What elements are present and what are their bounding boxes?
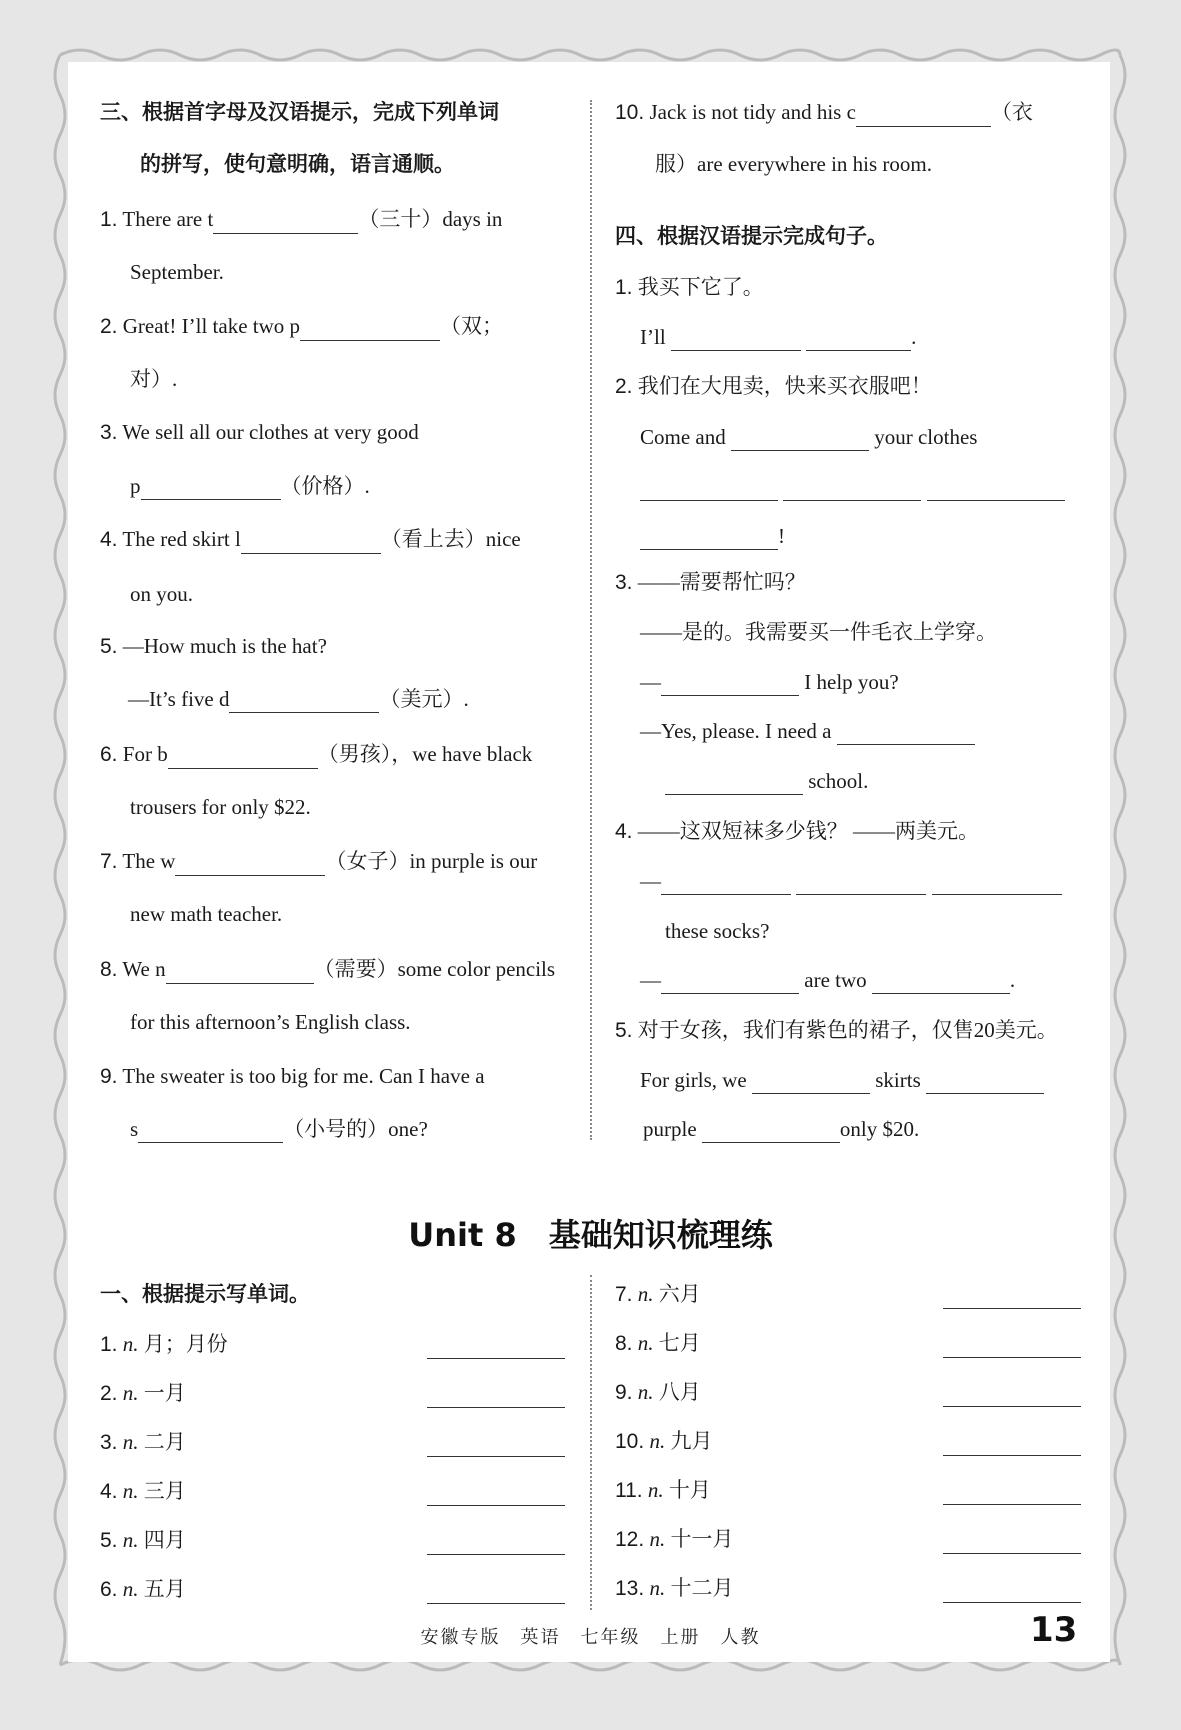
answer-line bbox=[640, 867, 1062, 895]
vocab-row bbox=[100, 1526, 186, 1555]
item-number: 10. bbox=[615, 101, 645, 124]
item-number: 5. bbox=[100, 1529, 118, 1552]
answer-line bbox=[640, 1066, 1044, 1094]
answer-line bbox=[640, 423, 977, 451]
answer-blank[interactable] bbox=[943, 1355, 1081, 1358]
column-divider bbox=[590, 1275, 592, 1610]
answer-blank[interactable] bbox=[943, 1404, 1081, 1407]
item-text: 对于女孩，我们有紫色的裙子，仅售20美元。 bbox=[637, 1018, 1058, 1042]
item-text: ——这双短袜多少钱？ ——两美元。 bbox=[637, 819, 980, 843]
item-text: new math teacher. bbox=[130, 902, 283, 926]
column-divider bbox=[590, 100, 592, 1140]
item-text: The sweater is too big for me. Can I have a bbox=[122, 1064, 485, 1088]
answer-line bbox=[640, 966, 1015, 994]
list-item bbox=[615, 98, 1033, 127]
item-text: 十二月 bbox=[670, 1576, 734, 1600]
answer-blank[interactable] bbox=[138, 1120, 283, 1143]
answer-blank[interactable] bbox=[168, 746, 318, 769]
part-of-speech: n. bbox=[637, 1282, 654, 1306]
answer-blank[interactable] bbox=[166, 961, 314, 984]
answer-blank[interactable] bbox=[943, 1600, 1081, 1603]
item-text: 我们在大甩卖，快来买衣服吧！ bbox=[637, 374, 932, 398]
item-text: （男孩），we have black bbox=[317, 742, 533, 766]
item-number: 3. bbox=[615, 571, 633, 594]
item-number: 10. bbox=[615, 1430, 645, 1453]
item-text: 我买下它了。 bbox=[637, 275, 764, 299]
part-of-speech: n. bbox=[122, 1430, 139, 1454]
unit-title: Unit 8 基础知识梳理练 bbox=[408, 1216, 773, 1254]
item-text: The w bbox=[122, 849, 176, 873]
item-text: —How much is the hat? bbox=[122, 634, 327, 658]
answer-blank[interactable] bbox=[661, 673, 799, 696]
part-of-speech: n. bbox=[649, 1527, 666, 1551]
item-text: ——需要帮忙吗？ bbox=[637, 570, 806, 594]
item-text: these socks? bbox=[665, 919, 770, 943]
vocab-row bbox=[615, 1427, 712, 1456]
vocab-row bbox=[615, 1574, 733, 1603]
part-of-speech: n. bbox=[122, 1381, 139, 1405]
item-number: 7. bbox=[100, 850, 118, 873]
item-text: —Yes, please. I need a bbox=[640, 719, 832, 743]
item-text: Jack is not tidy and his c bbox=[649, 100, 856, 124]
item-text: I’ll bbox=[640, 325, 666, 349]
item-number: 6. bbox=[100, 1578, 118, 1601]
item-text: 对）. bbox=[130, 367, 178, 391]
answer-blank[interactable] bbox=[752, 1071, 870, 1094]
item-text: p bbox=[130, 474, 141, 498]
item-text: The red skirt l bbox=[122, 527, 241, 551]
item-text: September. bbox=[130, 260, 224, 284]
answer-blank[interactable] bbox=[661, 872, 791, 895]
answer-line bbox=[640, 473, 1065, 501]
item-text: 六月 bbox=[658, 1282, 701, 1306]
item-text: s bbox=[130, 1117, 139, 1141]
item-text: Great! I’ll take two p bbox=[122, 314, 301, 338]
list-item bbox=[100, 312, 503, 341]
item-number: 3. bbox=[100, 1431, 118, 1454]
section3-heading: 的拼写，使句意明确，语言通顺。 bbox=[140, 152, 455, 176]
item-number: 11. bbox=[615, 1479, 643, 1502]
list-item bbox=[100, 955, 555, 984]
list-item bbox=[130, 472, 370, 500]
answer-blank[interactable] bbox=[796, 872, 926, 895]
answer-blank[interactable] bbox=[837, 722, 975, 745]
vocab-row bbox=[615, 1525, 733, 1554]
item-number: 13. bbox=[615, 1577, 645, 1600]
answer-blank[interactable] bbox=[926, 1071, 1044, 1094]
answer-line bbox=[640, 668, 899, 696]
item-text: We sell all our clothes at very good bbox=[122, 420, 419, 444]
list-item bbox=[100, 740, 532, 769]
list-item bbox=[615, 273, 764, 302]
item-text: 五月 bbox=[143, 1577, 186, 1601]
item-text: — bbox=[640, 968, 661, 992]
item-text: 八月 bbox=[658, 1380, 701, 1404]
item-text: skirts bbox=[875, 1068, 921, 1092]
answer-blank[interactable] bbox=[943, 1453, 1081, 1456]
item-number: 4. bbox=[615, 820, 633, 843]
item-text: 四月 bbox=[143, 1528, 186, 1552]
answer-line bbox=[640, 717, 975, 745]
item-text: — bbox=[640, 869, 661, 893]
list-item bbox=[615, 568, 806, 597]
answer-blank[interactable] bbox=[427, 1454, 565, 1457]
answer-blank[interactable] bbox=[665, 772, 803, 795]
answer-blank[interactable] bbox=[731, 428, 869, 451]
item-number: 4. bbox=[100, 528, 118, 551]
item-text: Come and bbox=[640, 425, 726, 449]
list-item bbox=[615, 372, 932, 401]
item-number: 1. bbox=[615, 276, 633, 299]
list-item bbox=[130, 1115, 428, 1143]
answer-line bbox=[643, 1115, 919, 1143]
answer-blank[interactable] bbox=[229, 690, 379, 713]
item-text: school. bbox=[808, 769, 869, 793]
item-text: （价格）. bbox=[280, 474, 370, 498]
item-text: — bbox=[640, 670, 661, 694]
list-item bbox=[615, 1016, 1058, 1045]
item-text: 十月 bbox=[668, 1478, 711, 1502]
item-text: ! bbox=[778, 524, 785, 548]
item-number: 9. bbox=[100, 1065, 118, 1088]
list-item bbox=[615, 817, 979, 846]
list-item bbox=[100, 525, 521, 554]
item-text: for this afternoon’s English class. bbox=[130, 1010, 411, 1034]
answer-blank[interactable] bbox=[671, 328, 801, 351]
unit8-heading: 一、根据提示写单词。 bbox=[100, 1282, 310, 1306]
part-of-speech: n. bbox=[122, 1332, 139, 1356]
item-number: 5. bbox=[100, 635, 118, 658]
item-text: For b bbox=[122, 742, 168, 766]
item-number: 5. bbox=[615, 1019, 633, 1042]
answer-blank[interactable] bbox=[783, 478, 921, 501]
item-text: I help you? bbox=[804, 670, 899, 694]
answer-blank[interactable] bbox=[427, 1405, 565, 1408]
item-text: on you. bbox=[130, 582, 193, 606]
item-number: 1. bbox=[100, 208, 118, 231]
item-text: 七月 bbox=[658, 1331, 701, 1355]
vocab-row bbox=[615, 1476, 711, 1505]
page-number: 13 bbox=[1030, 1610, 1078, 1650]
answer-blank[interactable] bbox=[427, 1601, 565, 1604]
list-item bbox=[100, 418, 419, 447]
item-text: 十一月 bbox=[670, 1527, 734, 1551]
item-text: 一月 bbox=[143, 1381, 186, 1405]
section3-heading: 三、根据首字母及汉语提示，完成下列单词 bbox=[100, 100, 499, 124]
answer-blank[interactable] bbox=[932, 872, 1062, 895]
item-number: 2. bbox=[100, 315, 118, 338]
footer-text: 安徽专版 英语 七年级 上册 人教 bbox=[420, 1627, 761, 1648]
answer-blank[interactable] bbox=[427, 1356, 565, 1359]
item-text: only $20. bbox=[839, 1117, 920, 1141]
answer-blank[interactable] bbox=[806, 328, 911, 351]
part-of-speech: n. bbox=[649, 1429, 666, 1453]
item-text: （三十）days in bbox=[358, 207, 503, 231]
answer-blank[interactable] bbox=[640, 527, 778, 550]
part-of-speech: n. bbox=[649, 1576, 666, 1600]
part-of-speech: n. bbox=[637, 1331, 654, 1355]
item-number: 8. bbox=[615, 1332, 633, 1355]
vocab-row bbox=[100, 1379, 186, 1408]
answer-line bbox=[640, 323, 916, 351]
item-text: 九月 bbox=[670, 1429, 713, 1453]
item-text: For girls, we bbox=[640, 1068, 747, 1092]
vocab-row bbox=[100, 1428, 186, 1457]
item-text: There are t bbox=[122, 207, 214, 231]
item-text: are two bbox=[804, 968, 867, 992]
list-item bbox=[128, 685, 469, 713]
answer-line bbox=[665, 767, 868, 795]
item-number: 8. bbox=[100, 958, 118, 981]
item-number: 2. bbox=[615, 375, 633, 398]
item-text: 服）are everywhere in his room. bbox=[655, 152, 932, 176]
part-of-speech: n. bbox=[637, 1380, 654, 1404]
item-text: （看上去）nice bbox=[380, 527, 521, 551]
item-text: purple bbox=[643, 1117, 697, 1141]
answer-blank[interactable] bbox=[943, 1551, 1081, 1554]
item-text: （小号的）one? bbox=[283, 1117, 428, 1141]
answer-blank[interactable] bbox=[427, 1552, 565, 1555]
answer-blank[interactable] bbox=[175, 853, 325, 876]
answer-blank[interactable] bbox=[943, 1306, 1081, 1309]
list-item bbox=[100, 847, 537, 876]
answer-blank[interactable] bbox=[661, 971, 799, 994]
item-text: （衣 bbox=[990, 100, 1033, 124]
vocab-row bbox=[615, 1378, 701, 1407]
list-item bbox=[100, 1062, 485, 1091]
part-of-speech: n. bbox=[122, 1528, 139, 1552]
answer-blank[interactable] bbox=[300, 318, 440, 341]
answer-blank[interactable] bbox=[927, 478, 1065, 501]
answer-blank[interactable] bbox=[702, 1120, 840, 1143]
item-number: 2. bbox=[100, 1382, 118, 1405]
vocab-row bbox=[100, 1575, 186, 1604]
item-text: （女子）in purple is our bbox=[325, 849, 538, 873]
list-item bbox=[100, 205, 502, 234]
answer-blank[interactable] bbox=[141, 477, 281, 500]
item-text: —It’s five d bbox=[128, 687, 230, 711]
answer-blank[interactable] bbox=[872, 971, 1010, 994]
answer-blank[interactable] bbox=[213, 211, 358, 234]
item-number: 12. bbox=[615, 1528, 645, 1551]
item-text: trousers for only $22. bbox=[130, 795, 311, 819]
item-text: . bbox=[911, 325, 917, 349]
list-item bbox=[100, 632, 327, 661]
answer-blank[interactable] bbox=[640, 478, 778, 501]
answer-blank[interactable] bbox=[856, 104, 991, 127]
item-number: 1. bbox=[100, 1333, 118, 1356]
answer-blank[interactable] bbox=[241, 531, 381, 554]
item-number: 3. bbox=[100, 421, 118, 444]
item-text: 月；月份 bbox=[143, 1332, 228, 1356]
part-of-speech: n. bbox=[122, 1479, 139, 1503]
item-text: We n bbox=[122, 957, 166, 981]
vocab-row bbox=[100, 1477, 186, 1506]
item-number: 9. bbox=[615, 1381, 633, 1404]
item-number: 7. bbox=[615, 1283, 633, 1306]
item-text: 二月 bbox=[143, 1430, 186, 1454]
item-text: 三月 bbox=[143, 1479, 186, 1503]
item-number: 6. bbox=[100, 743, 118, 766]
item-text: （需要）some color pencils bbox=[313, 957, 556, 981]
answer-blank[interactable] bbox=[427, 1503, 565, 1506]
item-number: 4. bbox=[100, 1480, 118, 1503]
item-text: your clothes bbox=[874, 425, 978, 449]
answer-line bbox=[640, 522, 785, 550]
item-text: ——是的。我需要买一件毛衣上学穿。 bbox=[640, 620, 997, 644]
vocab-row bbox=[615, 1280, 701, 1309]
item-text: （美元）. bbox=[379, 687, 469, 711]
item-text: . bbox=[1009, 968, 1016, 992]
vocab-row bbox=[100, 1330, 228, 1359]
section4-heading: 四、根据汉语提示完成句子。 bbox=[615, 224, 888, 248]
item-text: （双； bbox=[440, 314, 504, 338]
answer-blank[interactable] bbox=[943, 1502, 1081, 1505]
vocab-row bbox=[615, 1329, 701, 1358]
part-of-speech: n. bbox=[122, 1577, 139, 1601]
part-of-speech: n. bbox=[647, 1478, 664, 1502]
